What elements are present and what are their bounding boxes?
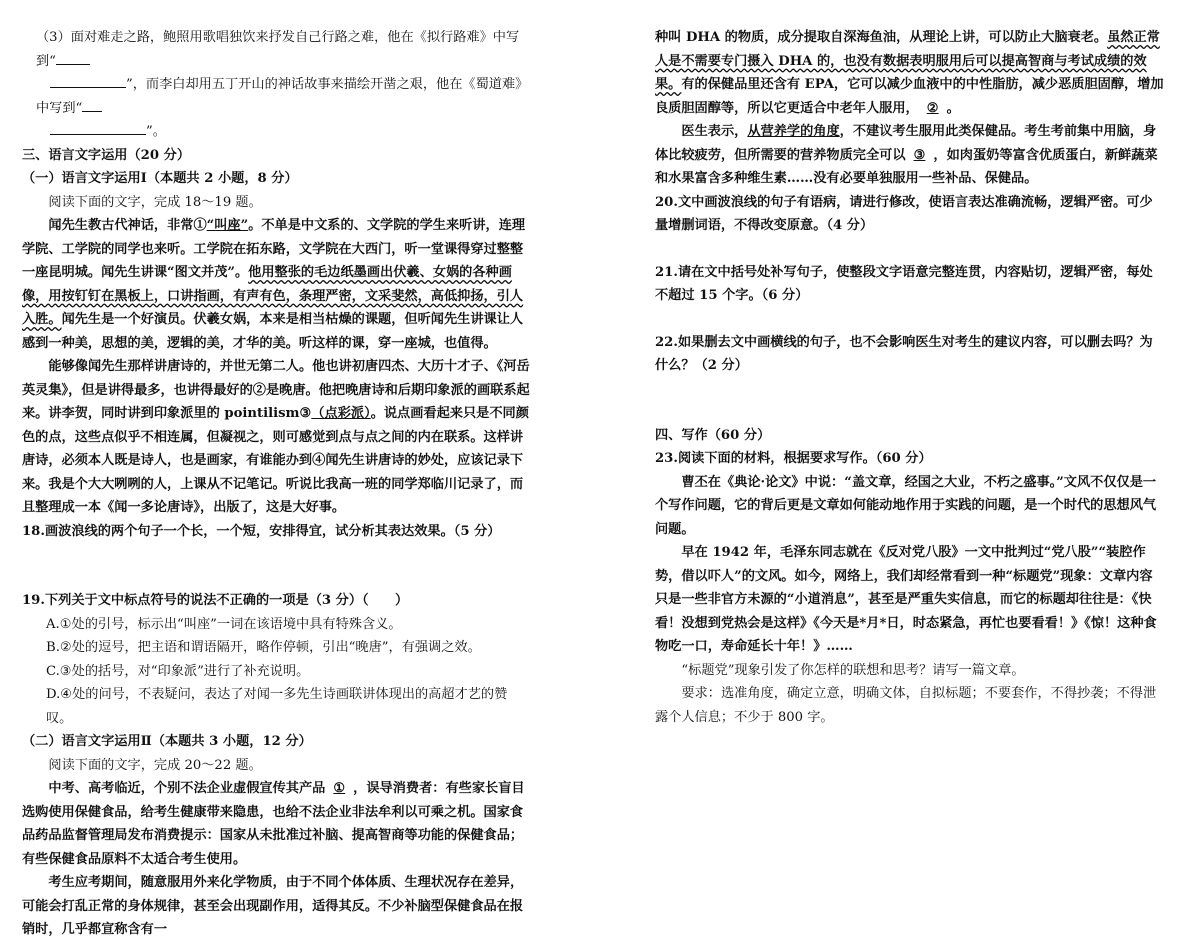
p2-text-c: （点彩派） xyxy=(311,406,371,421)
question-20: 20.文中画波浪线的句子有语病，请进行修改，使语言表达准确流畅，逻辑严密。可少量增删词语，不得改变原意。（4 分） xyxy=(655,194,1153,233)
passage-2-para-3 xyxy=(655,120,1165,191)
p2-text-a: 能够像闻先生那样讲唐诗的，并世无第二人。他也讲初唐四杰、大历十才子、《河岳英灵集》，但是讲得最多，也讲得最好的② xyxy=(22,359,530,398)
reading-2-instruction: 阅读下面的文字，完成 20～22 题。 xyxy=(48,757,262,773)
p1-text-c: 。不单是中文系的、文学院的学生来听讲，连理学院、工学院的同学也来听。工学院在拓东路，文学院在大西门，听一堂课得穿过整整一座昆明城。闻先生讲课“图文并茂”。 xyxy=(22,218,526,280)
p4-wavy-sentence: 虽然正常人是不需要专门摄入 DHA 的，也没有数据表明服用后可以提高智商与考试成绩的效果。 xyxy=(655,30,1160,92)
question-3-fill xyxy=(22,26,532,144)
question-23: 23.阅读下面的材料，根据要求写作。（60 分） xyxy=(655,451,932,466)
option-b[interactable]: B.②处的逗号，把主语和谓语隔开，略作停顿，引出“晚唐”，有强调之效。 xyxy=(46,640,481,655)
passage-1-para-2 xyxy=(22,355,532,520)
p4-cont-text: 种叫 DHA 的物质，成分提取自深海鱼油，从理论上讲，可以防止大脑衰老。 xyxy=(655,30,1108,45)
blank-1-mark[interactable]: ① xyxy=(333,781,346,796)
answer-blank[interactable] xyxy=(56,50,90,65)
p1-text-a: 闻先生教古代神话，非常① xyxy=(48,218,207,233)
q3-text-b: ”，而李白却用五丁开山的神话故事来描绘开凿之艰，他在《蜀道难》中写到“ xyxy=(36,77,529,116)
passage-2-para-2-cont xyxy=(655,26,1165,120)
subsection-1-title: （一）语言文字运用Ⅰ（本题共 2 小题，8 分） xyxy=(22,171,298,186)
answer-space[interactable] xyxy=(655,308,1165,331)
p2-text-d: 。说点画看起来只是不同颜色的点，这些点似乎不相连属，但凝视之，则可感觉到点与点之间的内在联系。这样讲唐诗，必须本人既是诗人，也是画家，有谁能办到④ xyxy=(22,406,529,468)
section-4-title: 四、写作（60 分） xyxy=(655,427,771,443)
right-column xyxy=(655,26,1165,729)
option-a[interactable]: A.①处的引号，标示出“叫座”一词在该语境中具有特殊含义。 xyxy=(46,616,402,632)
left-column xyxy=(22,26,532,942)
p5-text-b: ，不建议考生服用此类保健品。考生考前集中用脑，身体比较疲劳，但所需要的营养物质完全可以 xyxy=(655,124,1157,163)
question-21: 21.请在文中括号处补写句子，使整段文字语意完整连贯，内容贴切，逻辑严密，每处不超过 15 个字。（6 分） xyxy=(655,264,1153,303)
answer-blank[interactable] xyxy=(50,120,146,135)
answer-space[interactable] xyxy=(655,238,1165,261)
blank-2-mark[interactable]: ② xyxy=(926,100,939,116)
passage-2-para-2: 考生应考期间，随意服用外来化学物质，由于不同个体体质、生理状况存在差异，可能会打乱正常的身体规律，甚至会出现副作用，适得其反。不少补脑型保健食品在报销时，几乎都宣称含有一 xyxy=(22,875,524,937)
material-para-1: 曹丕在《典论·论文》中说：“盖文章，经国之大业，不朽之盛事。”文风不仅仅是一个写作问题，它的背后更是文章如何能动地作用于实践的问题，是一个时代的思想风气问题。 xyxy=(655,474,1157,537)
passage-2-para-1 xyxy=(22,777,532,871)
q3-text-a: （3）面对难走之路，鲍照用歌唱独饮来抒发自己行路之难，他在《拟行路难》中写到“ xyxy=(36,30,520,69)
p5-text-c: ，如肉蛋奶等富含优质蛋白，新鲜蔬菜和水果富含多种维生素……没有必要单独服用一些补品、保健品。 xyxy=(655,147,1158,186)
writing-prompt: “标题党”现象引发了你怎样的联想和思考？请写一篇文章。 xyxy=(681,662,1025,678)
q3-text-c: ”。 xyxy=(146,124,166,139)
writing-requirements: 要求：选准角度，确定立意，明确文体，自拟标题；不要套作，不得抄袭；不得泄露个人信息；不少于 800 字。 xyxy=(655,686,1157,725)
p3-text-b: ，误导消费者：有些家长盲目选购使用保健食品，给考生健康带来隐患，也给不法企业非法牟利以可乘之机。国家食品药品监督管理局发布消费提示：国家从未批准过补脑、提高智商等功能的保健食品；有些保健食品原料不太适合考生使用。 xyxy=(22,781,525,867)
material-para-2: 早在 1942 年，毛泽东同志就在《反对党八股》一文中批判过“党八股”“装腔作势，借以吓人”的文风。如今，网络上，我们却经常看到一种“标题党”现象：文章内容只是一些非官方未源的“小道消息”，甚至是严重失实信息，而它的标题却往往是：《快看！没想到党热会是这样》《今天是*月*日，时态紧急，再忙也要看看！》《惊！这种食物吃一口，寿命延长十年！》…… xyxy=(655,545,1157,654)
p3-text-a: 中考、高考临近，个别不法企业虚假宣传其产品 xyxy=(48,781,326,796)
p1-wavy-sentence: 他用整张的毛边纸墨画出伏羲、女娲的各种画像，用按钉钉在黑板上，口讲指画，有声有色，条理严密，文采斐然，高低抑扬，引人入胜。 xyxy=(22,265,524,327)
passage-1-para-1 xyxy=(22,214,532,355)
answer-blank[interactable] xyxy=(82,97,102,112)
option-d[interactable]: D.④处的问号，不表疑问，表达了对闻一多先生诗画联讲体现出的高超才艺的赞叹。 xyxy=(46,687,508,726)
answer-space[interactable] xyxy=(655,378,1165,424)
p5-underlined-phrase: 从营养学的角度 xyxy=(747,124,840,139)
p1-text-b: “叫座” xyxy=(206,218,249,233)
question-19: 19.下列关于文中标点符号的说法不正确的一项是（3 分）（ ） xyxy=(22,593,409,608)
question-18: 18.画波浪线的两个句子一个长，一个短，安排得宜，试分析其表达效果。（5 分） xyxy=(22,523,501,539)
answer-space[interactable] xyxy=(22,543,532,589)
question-22: 22.如果删去文中画横线的句子，也不会影响医生对考生的建议内容，可以删去吗？为什么？（2 分） xyxy=(655,334,1153,373)
option-c[interactable]: C.③处的括号，对“印象派”进行了补充说明。 xyxy=(46,663,310,679)
p1-text-d: 闻先生是一个好演员。伏羲女娲，本来是相当枯燥的课题，但听闻先生讲课让人感到一种美，思想的美，逻辑的美，才华的美。听这样的课，穿一座城，也值得。 xyxy=(22,312,524,351)
answer-blank[interactable] xyxy=(50,73,126,88)
blank-3-mark[interactable]: ③ xyxy=(913,147,926,163)
p5-text-a: 医生表示， xyxy=(681,124,748,139)
p2-text-b: 是晚唐。他把晚唐诗和后期印象派的画联系起来。讲李贺，同时讲到印象派里的 pointilism③ xyxy=(22,382,530,421)
p4-tail-text: 。 xyxy=(946,100,960,116)
p4-end-text: 有的保健品里还含有 EPA，它可以减少血液中的中性脂肪，减少恶质胆固醇，增加良质胆固醇等，所以它更适合中老年人服用， xyxy=(655,77,1164,116)
p2-text-e: 闻先生讲唐诗的妙处，应该记录下来。我是个大大咧咧的人，上课从不记笔记。听说比我高一班的同学郑临川记录了，而且整理成一本《闻一多论唐诗》，出版了，这是大好事。 xyxy=(22,453,524,515)
subsection-2-title: （二）语言文字运用Ⅱ（本题共 3 小题，12 分） xyxy=(22,734,312,749)
section-3-title: 三、语言文字运用（20 分） xyxy=(22,147,191,163)
reading-1-instruction: 阅读下面的文字，完成 18～19 题。 xyxy=(48,194,262,210)
